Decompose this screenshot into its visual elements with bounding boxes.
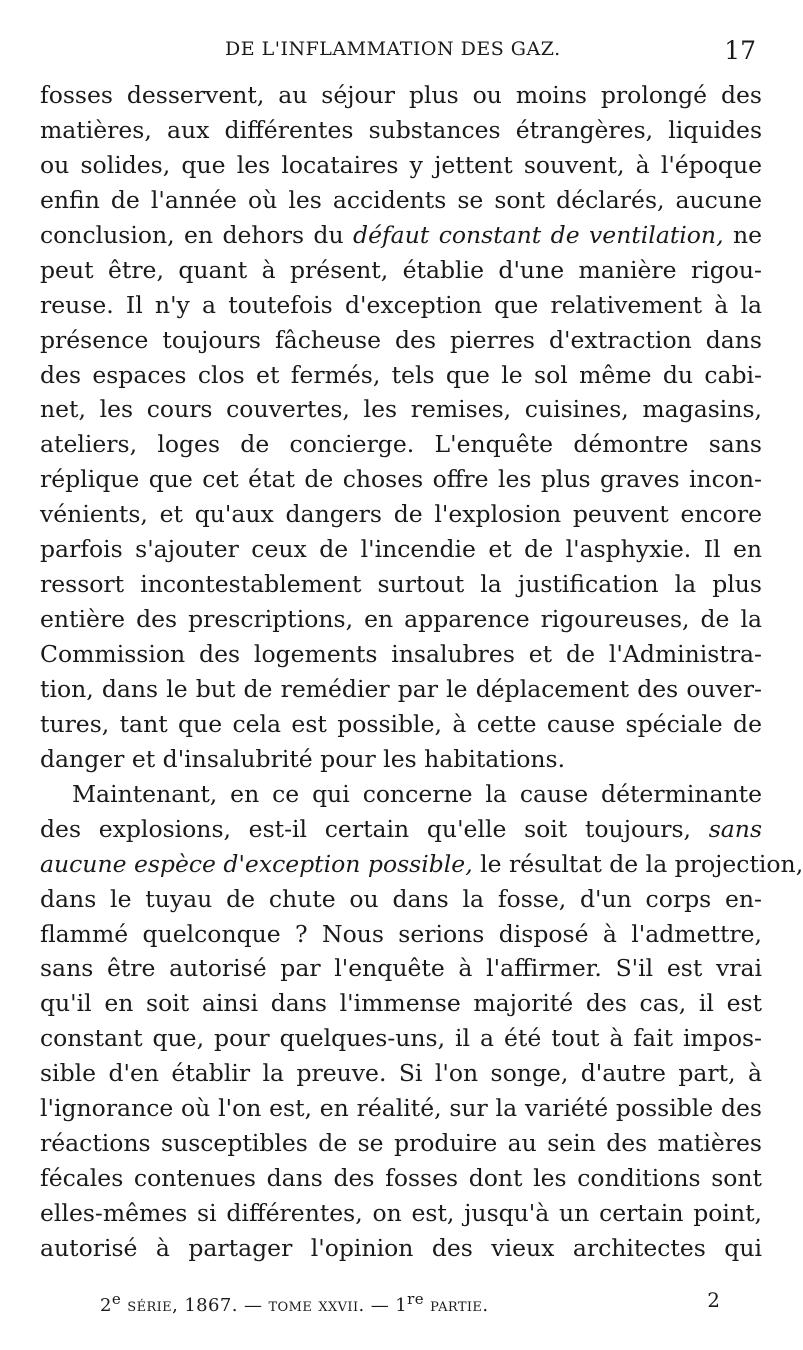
text-line: aucune espèce d'exception possible, le résultat de la projection,	[40, 849, 803, 878]
text-line: autorisé à partager l'opinion des vieux architectes qui	[40, 1233, 762, 1262]
text-line: ateliers, loges de concierge. L'enquête démontre sans	[40, 430, 762, 459]
page-header	[40, 38, 756, 72]
text-line: des explosions, est-il certain qu'elle soit toujours, sans	[40, 814, 762, 843]
text-line: dans le tuyau de chute ou dans la fosse, d'un corps en-	[40, 884, 762, 913]
text-line: flammé quelconque ? Nous serions disposé à l'admettre,	[40, 919, 762, 948]
text-line: ressort incontestablement surtout la justification la plus	[40, 570, 762, 599]
text-line: reuse. Il n'y a toutefois d'exception que relativement à la	[40, 290, 762, 319]
text-line: réplique que cet état de choses offre les plus graves incon-	[40, 465, 762, 494]
emphasis-text: sans	[708, 814, 762, 843]
text-line: peut être, quant à présent, établie d'une manière rigou-	[40, 255, 762, 284]
text-line: parfois s'ajouter ceux de l'incendie et de l'asphyxie. Il en	[40, 535, 762, 564]
text-line: fosses desservent, au séjour plus ou moins prolongé des	[40, 81, 762, 109]
text-line: conclusion, en dehors du défaut constant de ventilation, ne	[40, 220, 763, 249]
text-line: tion, dans le but de remédier par le déplacement des ouver-	[40, 674, 762, 703]
emphasis-text: aucune espèce d'exception possible,	[40, 849, 473, 878]
text-line: danger et d'insalubrité pour les habitations.	[40, 744, 566, 773]
text-line: des espaces clos et fermés, tels que le sol même du cabi-	[40, 360, 762, 389]
text-line: présence toujours fâcheuse des pierres d'extraction dans	[40, 325, 762, 354]
text-line: elles-mêmes si différentes, on est, jusqu'à un certain point,	[40, 1199, 762, 1227]
text-line: tures, tant que cela est possible, à cette cause spéciale de	[40, 709, 762, 738]
text-line: Commission des logements insalubres et de l'Administra-	[40, 640, 762, 668]
text-line: net, les cours couvertes, les remises, cuisines, magasins,	[40, 395, 762, 424]
text-line: Maintenant, en ce qui concerne la cause déterminante	[72, 779, 762, 808]
running-title: DE L'INFLAMMATION DES GAZ.	[225, 38, 561, 60]
body-text	[40, 78, 803, 1266]
text-line: ou solides, que les locataires y jettent souvent, à l'époque	[40, 150, 762, 179]
text-line: sible d'en établir la preuve. Si l'on songe, d'autre part, à	[40, 1059, 762, 1088]
sheet-number: 2	[707, 1288, 720, 1312]
text-line: matières, aux différentes substances étrangères, liquides	[40, 115, 762, 144]
text-line: enfin de l'année où les accidents se sont déclarés, aucune	[40, 185, 762, 214]
text-line: constant que, pour quelques-uns, il a été tout à fait impos-	[40, 1024, 762, 1053]
text-line: vénients, et qu'aux dangers de l'explosion peuvent encore	[40, 500, 762, 529]
text-line: l'ignorance où l'on est, en réalité, sur la variété possible des	[40, 1094, 762, 1123]
emphasis-text: défaut constant de ventilation,	[353, 220, 724, 249]
printer-signature: 2e série, 1867. — tome xxvii. — 1re partie.	[100, 1290, 489, 1316]
text-line: sans être autorisé par l'enquête à l'affirmer. S'il est vrai	[40, 954, 762, 983]
text-line: qu'il en soit ainsi dans l'immense majorité des cas, il est	[40, 989, 762, 1018]
text-line: entière des prescriptions, en apparence rigoureuses, de la	[40, 605, 762, 634]
page-footer	[100, 1290, 720, 1318]
text-line: fécales contenues dans des fosses dont les conditions sont	[40, 1164, 762, 1193]
text-line: réactions susceptibles de se produire au sein des matières	[40, 1129, 762, 1158]
page-number: 17	[724, 36, 756, 65]
